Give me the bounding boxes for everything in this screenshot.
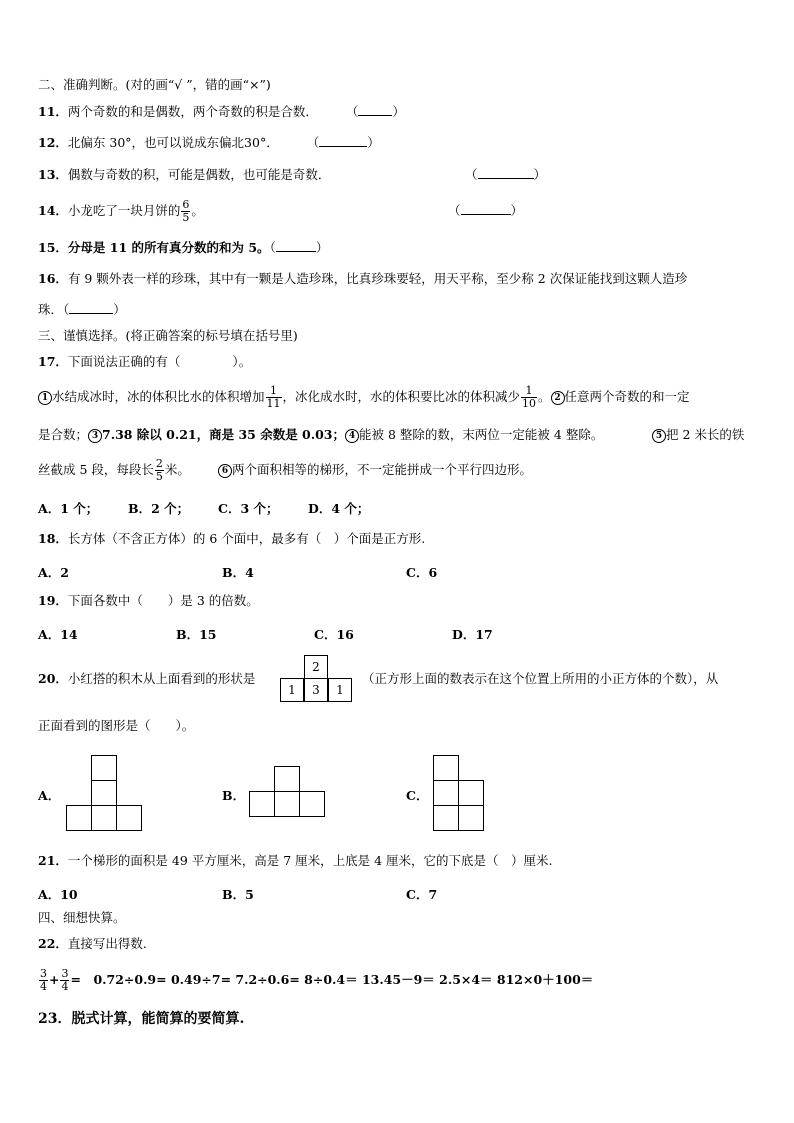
q19-option-a[interactable]: A．14 bbox=[38, 627, 78, 642]
answer-blank[interactable]: （ ） bbox=[63, 302, 126, 317]
fraction: $\frac{3}{4}$ bbox=[40, 967, 47, 993]
q19-option-c[interactable]: C．16 bbox=[314, 627, 354, 642]
question-text: 一个梯形的面积是 49 平方厘米，高是 7 厘米，上底是 4 厘米，它的下底是（ ）厘米. bbox=[67, 853, 553, 868]
question-22-expressions: $\frac{3}{4}$ + $\frac{3}{4}$ = 0.72÷0.9= 0.49÷7= 7.2÷0.6= 8÷0.4＝ 13.45－9＝ 2.5×4＝ 812×0＋100＝ bbox=[40, 967, 594, 993]
fraction: $\frac{1}{11}$ bbox=[266, 384, 281, 410]
front-view-a[interactable] bbox=[66, 755, 142, 833]
q19-option-d[interactable]: D．17 bbox=[452, 627, 493, 642]
section-2-title: 二、准确判断。(对的画“√ ”，错的画“×”) bbox=[38, 77, 271, 92]
block bbox=[116, 805, 142, 831]
block bbox=[91, 780, 117, 806]
question-12 bbox=[38, 135, 380, 151]
q20-option-c[interactable]: C． bbox=[406, 788, 429, 803]
question-number: 17． bbox=[38, 354, 68, 369]
block bbox=[249, 791, 275, 817]
fraction: $\frac{6}{5}$ bbox=[182, 198, 190, 224]
question-20-line-1: 20．小红搭的积木从上面看到的形状是 bbox=[38, 671, 256, 686]
question-22 bbox=[38, 936, 147, 952]
answer-blank[interactable]: （ ） bbox=[345, 104, 405, 119]
q17-statement-6: 6 两个面积相等的梯形，不一定能拼成一个平行四边形。 bbox=[218, 462, 532, 478]
q20-option-b[interactable]: B． bbox=[222, 788, 246, 803]
question-number: 21． bbox=[38, 853, 68, 868]
fraction: $\frac{1}{10}$ bbox=[522, 384, 537, 410]
q17-option-a[interactable]: A．1 个； bbox=[38, 501, 99, 516]
q20-option-a[interactable]: A． bbox=[38, 788, 61, 803]
question-text: 下面各数中（ ）是 3 的倍数。 bbox=[67, 593, 259, 608]
question-19 bbox=[38, 593, 259, 609]
block bbox=[299, 791, 325, 817]
grid-cell: 1 bbox=[328, 678, 352, 702]
question-20-line-2: 正面看到的图形是（ ）。 bbox=[38, 718, 195, 733]
q17-option-c[interactable]: C．3 个； bbox=[218, 501, 279, 516]
front-view-b[interactable] bbox=[249, 766, 325, 818]
question-number: 11． bbox=[38, 104, 68, 119]
q19-option-b[interactable]: B．15 bbox=[176, 627, 217, 642]
q21-option-a[interactable]: A．10 bbox=[38, 887, 78, 902]
q17-option-d[interactable]: D．4 个； bbox=[308, 501, 370, 516]
block bbox=[274, 766, 300, 792]
q17-statement-5a: 5 把 2 米长的铁 bbox=[652, 427, 744, 443]
section-3-title: 三、谨慎选择。(将正确答案的标号填在括号里) bbox=[38, 328, 298, 343]
q17-statements-line-3: 丝截成 5 段，每段长 $\frac{2}{5}$ 米。 bbox=[38, 457, 190, 483]
question-17: 17．下面说法正确的有（ ）。 bbox=[38, 354, 252, 369]
grid-cell: 3 bbox=[304, 678, 328, 702]
block bbox=[433, 755, 459, 781]
question-text: 直接写出得数. bbox=[67, 936, 147, 951]
circled-number-3: 3 bbox=[88, 429, 102, 443]
question-14: 14．小龙吃了一块月饼的 $\frac{6}{5}$ 。 bbox=[38, 198, 204, 224]
question-15 bbox=[38, 240, 328, 256]
answer-blank[interactable]: （ ） bbox=[306, 135, 380, 150]
question-number: 15． bbox=[38, 240, 68, 255]
question-text: 北偏东 30°，也可以说成东偏北30°． bbox=[67, 135, 279, 150]
question-text: 分母是 11 的所有真分数的和为 5。 bbox=[67, 240, 270, 255]
grid-cell: 2 bbox=[304, 655, 328, 679]
question-text: 偶数与奇数的积，可能是偶数，也可能是奇数． bbox=[67, 167, 331, 182]
question-text: 小龙吃了一块月饼的 bbox=[67, 203, 181, 218]
q17-option-b[interactable]: B．2 个； bbox=[128, 501, 190, 516]
question-23 bbox=[38, 1011, 244, 1027]
section-4-title: 四、细想快算。 bbox=[38, 910, 126, 925]
front-view-c[interactable] bbox=[433, 755, 485, 833]
circled-number-2: 2 bbox=[551, 391, 565, 405]
q21-option-c[interactable]: C．7 bbox=[406, 887, 438, 902]
q17-statements-line-2: 是合数； 3 7.38 除以 0.21，商是 35 余数是 0.03； 4 能被 8 整除的数，末两位一定能被 4 整除。 bbox=[38, 427, 604, 442]
q21-option-b[interactable]: B．5 bbox=[222, 887, 254, 902]
q18-option-c[interactable]: C．6 bbox=[406, 565, 438, 580]
question-13 bbox=[38, 167, 330, 183]
question-11 bbox=[38, 104, 405, 120]
question-number: 13． bbox=[38, 167, 68, 182]
grid-cell: 1 bbox=[280, 678, 304, 702]
block bbox=[91, 805, 117, 831]
answer-blank[interactable]: （ ） bbox=[448, 203, 524, 218]
block bbox=[458, 780, 484, 806]
question-number: 16． bbox=[38, 271, 68, 286]
fraction: $\frac{2}{5}$ bbox=[155, 457, 163, 483]
question-number: 23． bbox=[38, 1011, 72, 1027]
question-21 bbox=[38, 853, 553, 869]
question-number: 12． bbox=[38, 135, 68, 150]
question-text: 长方体（不含正方体）的 6 个面中，最多有（ ）个面是正方形. bbox=[67, 531, 426, 546]
q18-option-b[interactable]: B．4 bbox=[222, 565, 254, 580]
circled-number-1: 1 bbox=[38, 391, 52, 405]
question-number: 19． bbox=[38, 593, 68, 608]
circled-number-5: 5 bbox=[652, 429, 666, 443]
question-number: 14． bbox=[38, 203, 68, 218]
block bbox=[458, 805, 484, 831]
answer-blank[interactable] bbox=[180, 355, 232, 366]
question-16-line-2: 珠．（ ） bbox=[38, 302, 126, 317]
question-number: 20． bbox=[38, 671, 68, 686]
top-view-grid bbox=[278, 655, 358, 707]
answer-blank[interactable]: （ ） bbox=[465, 167, 547, 182]
block bbox=[274, 791, 300, 817]
block bbox=[66, 805, 92, 831]
answer-blank[interactable]: （ ） bbox=[269, 240, 329, 255]
question-20-line-1b: （正方形上面的数表示在这个位置上所用的小正方体的个数），从 bbox=[362, 671, 719, 686]
fraction: $\frac{3}{4}$ bbox=[61, 967, 69, 993]
q18-option-a[interactable]: A．2 bbox=[38, 565, 69, 580]
block bbox=[433, 805, 459, 831]
circled-number-6: 6 bbox=[218, 464, 232, 478]
question-text: 两个奇数的和是偶数，两个奇数的积是合数． bbox=[67, 104, 318, 119]
question-16-line-1 bbox=[38, 271, 687, 287]
circled-number-4: 4 bbox=[345, 429, 359, 443]
question-18 bbox=[38, 531, 425, 547]
question-number: 22． bbox=[38, 936, 68, 951]
block bbox=[433, 780, 459, 806]
block bbox=[91, 755, 117, 781]
question-text: 下面说法正确的有（ bbox=[67, 354, 181, 369]
question-text: 脱式计算，能简算的要简算. bbox=[71, 1011, 245, 1027]
q17-statements-line-1: 1 水结成冰时，冰的体积比水的体积增加 $\frac{1}{11}$ ，冰化成水时，水的体积要比冰的体积减少 $\frac{1}{10}$ 。 2 任意两个奇数的和一定 bbox=[38, 382, 690, 412]
question-text: 有 9 颗外表一样的珍珠，其中有一颗是人造珍珠，比真珍珠要轻，用天平称，至少称 2 次保证能找到这颗人造珍 bbox=[67, 271, 688, 286]
question-number: 18． bbox=[38, 531, 68, 546]
